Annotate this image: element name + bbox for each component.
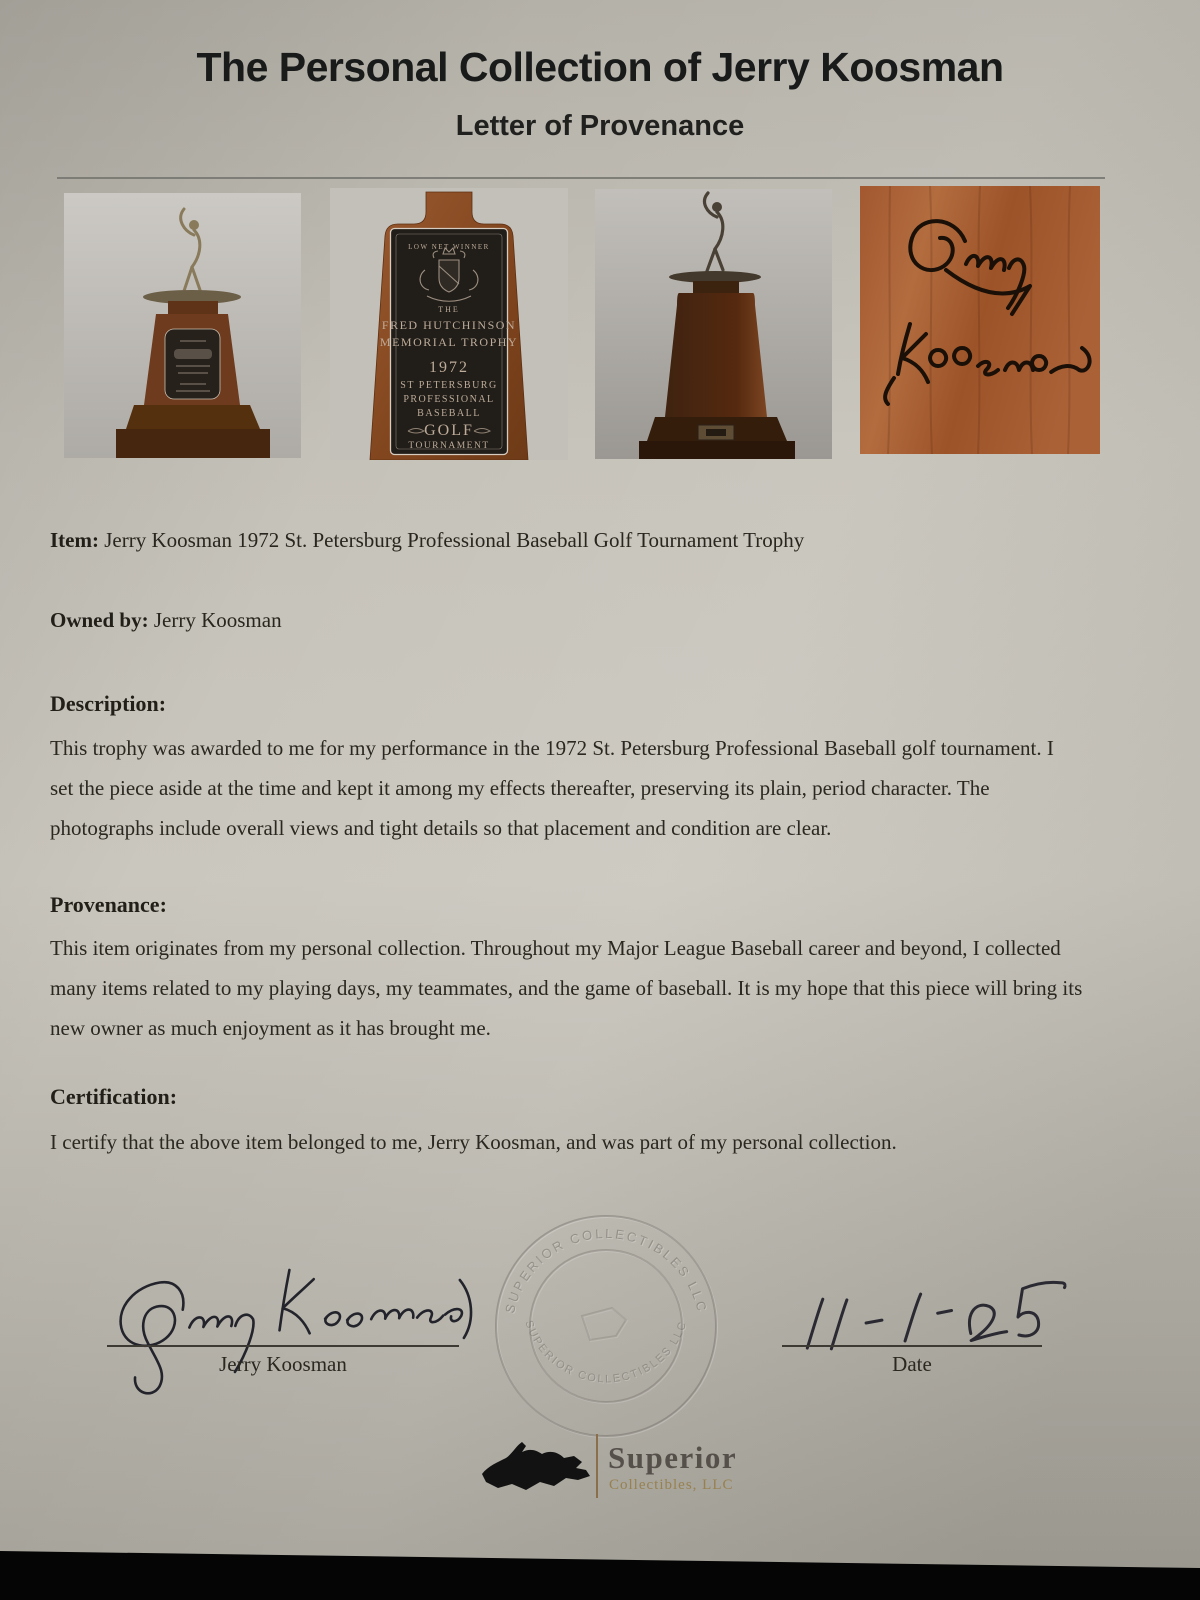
trophy-plaque-front [165,329,220,399]
seal-center-emblem [582,1308,626,1340]
logo-divider [596,1434,598,1498]
owned-by-value: Jerry Koosman [148,608,282,632]
photo-trophy-back [595,189,832,459]
seal-ring-text-top: SUPERIOR COLLECTIBLES LLC [501,1225,711,1315]
date-line [782,1345,1042,1347]
page-title: The Personal Collection of Jerry Koosman [196,44,1004,90]
embossed-seal [486,1206,726,1446]
svg-text:PROFESSIONAL: PROFESSIONAL [403,394,495,405]
description-body: This trophy was awarded to me for my performance in the 1972 St. Petersburg Professional Baseball golf tournament. I set the piece aside at the time and kept it among my effects thereafter, preserving its plain, period character. The photographs include overall views and tight details so that placement and condition are clear. [50,736,1054,840]
table-background [0,1544,1200,1600]
lake-superior-silhouette-icon [478,1436,594,1498]
wood-signature-illustration [860,186,1100,454]
trophy-back-illustration [595,189,832,459]
item-value: Jerry Koosman 1972 St. Petersburg Professional Baseball Golf Tournament Trophy [98,528,805,552]
owned-by-label: Owned by: [50,608,149,632]
footer-brand-subtitle: Collectibles, LLC [609,1477,734,1493]
svg-text:FRED HUTCHINSON: FRED HUTCHINSON [381,318,517,332]
item-label: Item: [50,528,99,552]
photo-trophy-front [64,193,301,458]
plaque-closeup-illustration [330,188,568,460]
handwritten-signature [92,1221,488,1410]
trophy-column-back [665,293,767,417]
svg-text:ST PETERSBURG: ST PETERSBURG [400,380,498,391]
signature-printed-name: Jerry Koosman [219,1352,347,1376]
certification-body: I certify that the above item belonged to me, Jerry Koosman, and was part of my personal collection. [50,1130,897,1154]
item-line [50,528,804,553]
description-heading: Description: [50,691,167,716]
date-label: Date [892,1352,932,1376]
signature-line [107,1345,459,1347]
owned-by-line [50,608,282,633]
svg-text:BASEBALL: BASEBALL [417,408,481,419]
page-subtitle: Letter of Provenance [455,110,745,142]
photo-plaque-closeup [330,188,568,460]
svg-text:TOURNAMENT: TOURNAMENT [408,441,490,451]
provenance-heading: Provenance: [50,892,167,917]
divider-rule [57,177,1105,179]
provenance-body: This item originates from my personal collection. Throughout my Major League Baseball career and beyond, I collected many items related to my playing days, my teammates, and the game of baseball. It is my hope that this piece will bring its new owner as much enjoyment as it has brought me. [50,936,1083,1040]
photo-wood-signature [860,186,1100,454]
footer-brand-name: Superior [608,1440,738,1475]
trophy-front-illustration [64,193,301,458]
certification-heading: Certification: [50,1084,178,1109]
seal-ring-text-bottom: SUPERIOR COLLECTIBLES LLC [522,1318,690,1386]
svg-text:THE: THE [438,305,460,314]
svg-text:LOW NET WINNER: LOW NET WINNER [408,243,490,251]
svg-text:1972: 1972 [429,359,469,376]
svg-text:GOLF: GOLF [424,422,474,439]
svg-text:MEMORIAL TROPHY: MEMORIAL TROPHY [379,335,519,349]
